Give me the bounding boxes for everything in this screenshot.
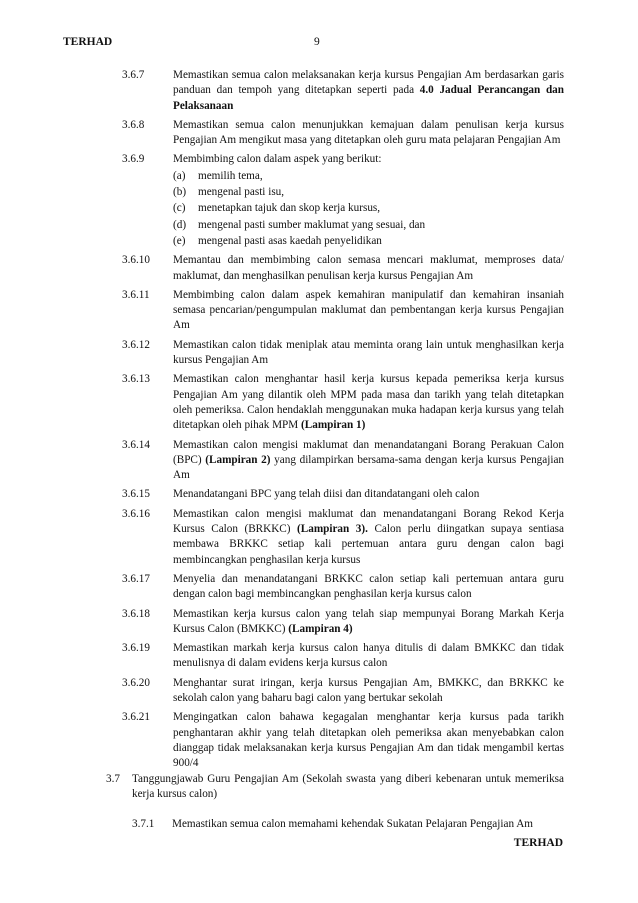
item-text-plain: Memantau dan membimbing calon semasa mencari maklumat, memproses data/ maklumat, dan menghasilkan penulisan kerja kursus Pengajian Am bbox=[173, 254, 564, 282]
item-text bbox=[173, 438, 564, 484]
item-text-plain: Menandatangani BPC yang telah diisi dan ditandatangani oleh calon bbox=[173, 488, 480, 501]
item-text-plain: Menghantar surat iringan, kerja kursus Pengajian Am, BMKKC, dan BRKKC ke sekolah calon yang baharu bagi calon yang bertukar sekolah bbox=[173, 676, 564, 704]
item-text bbox=[173, 338, 564, 369]
sub-item-letter: (a) bbox=[173, 169, 186, 182]
list-item bbox=[122, 710, 564, 771]
item-number: 3.7.1 bbox=[132, 818, 155, 830]
item-list bbox=[122, 68, 564, 775]
sub-list bbox=[173, 169, 564, 249]
sub-item-letter: (d) bbox=[173, 218, 187, 231]
item-number: 3.6.19 bbox=[122, 642, 150, 655]
item-text bbox=[173, 253, 564, 284]
sub-item-text: menetapkan tajuk dan skop kerja kursus, bbox=[198, 202, 381, 215]
section-heading bbox=[106, 772, 564, 803]
sub-item bbox=[173, 218, 564, 233]
item-text-plain: Memastikan calon menghantar hasil kerja kursus kepada pemeriksa kerja kursus Pengajian Am yang dilantik oleh MPM pada masa dan tarikh yang telah ditetapkan oleh pemeriksa. Calon hendaklah menggunakan muka hadapan kerja kursus yang telah ditetapkan oleh pihak MPM bbox=[173, 373, 564, 432]
list-item bbox=[122, 607, 564, 638]
list-item bbox=[122, 118, 564, 149]
list-item bbox=[122, 288, 564, 334]
sub-item-letter: (b) bbox=[173, 186, 187, 199]
list-item bbox=[122, 338, 564, 369]
section-title: Tanggungjawab Guru Pengajian Am (Sekolah swasta yang diberi kebenaran untuk memeriksa kerja kursus calon) bbox=[132, 773, 564, 801]
item-text bbox=[173, 607, 564, 638]
item-text: Memastikan semua calon memahami kehendak Sukatan Pelajaran Pengajian Am bbox=[172, 818, 533, 830]
item-text-bold: (Lampiran 1) bbox=[301, 419, 366, 432]
item-text bbox=[173, 487, 564, 502]
list-item bbox=[132, 817, 564, 832]
item-number: 3.6.9 bbox=[122, 153, 145, 166]
item-text bbox=[173, 710, 564, 771]
section-number: 3.7 bbox=[106, 773, 120, 785]
item-number: 3.6.7 bbox=[122, 69, 145, 81]
item-number: 3.6.12 bbox=[122, 338, 150, 351]
page-number: 9 bbox=[314, 36, 320, 48]
item-text-plain: Memastikan kerja kursus calon yang telah siap mempunyai Borang Markah Kerja Kursus Calon (BMKKC) bbox=[173, 607, 564, 635]
list-item bbox=[122, 253, 564, 284]
item-number: 3.6.8 bbox=[122, 118, 145, 131]
sub-item bbox=[173, 234, 564, 249]
item-number: 3.6.20 bbox=[122, 676, 150, 689]
item-text bbox=[173, 572, 564, 603]
item-text bbox=[173, 676, 564, 707]
list-item bbox=[122, 641, 564, 672]
list-item bbox=[122, 507, 564, 568]
item-number: 3.6.16 bbox=[122, 507, 150, 520]
list-item bbox=[122, 152, 564, 249]
list-item bbox=[122, 68, 564, 114]
item-text bbox=[173, 152, 564, 249]
item-text-plain: Memastikan semua calon menunjukkan kemajuan dalam penulisan kerja kursus Pengajian Am mengikut masa yang ditetapkan oleh guru mata pelajaran Pengajian Am bbox=[173, 118, 564, 147]
item-text-plain: Memastikan calon mengisi maklumat dan menandatangani Borang Rekod Kerja Kursus Calon (BRKKC) bbox=[173, 507, 564, 536]
item-text bbox=[173, 68, 564, 114]
list-item bbox=[122, 676, 564, 707]
item-text bbox=[173, 288, 564, 334]
list-item bbox=[122, 372, 564, 433]
item-text-plain: Memastikan markah kerja kursus calon hanya ditulis di dalam BMKKC dan tidak menulisnya di dalam evidens kerja kursus calon bbox=[173, 642, 564, 670]
sub-item-text: mengenal pasti isu, bbox=[198, 186, 285, 199]
item-text bbox=[173, 118, 564, 149]
sub-item bbox=[173, 201, 564, 216]
sub-item-text: mengenal pasti sumber maklumat yang sesuai, dan bbox=[198, 218, 426, 231]
header-classification: TERHAD bbox=[63, 36, 113, 48]
sub-item-text: memilih tema, bbox=[198, 169, 263, 182]
sub-item-text: mengenal pasti asas kaedah penyelidikan bbox=[198, 234, 382, 247]
item-text bbox=[173, 507, 564, 568]
item-text bbox=[173, 641, 564, 672]
item-number: 3.6.15 bbox=[122, 488, 150, 501]
sub-item bbox=[173, 169, 564, 184]
sub-item bbox=[173, 185, 564, 200]
item-text-bold: (Lampiran 2) bbox=[205, 453, 271, 466]
item-text-plain: Memastikan semua calon melaksanakan kerja kursus Pengajian Am berdasarkan garis panduan dan tempoh yang ditetapkan seperti pada bbox=[173, 69, 564, 97]
item-number: 3.6.18 bbox=[122, 607, 150, 620]
item-text-bold: 4.0 Jadual Perancangan dan Pelaksanaan bbox=[173, 84, 564, 112]
list-item bbox=[122, 438, 564, 484]
list-item bbox=[122, 572, 564, 603]
item-text-plain: Memastikan calon mengisi maklumat dan menandatangani Borang Perakuan Calon (BPC) bbox=[173, 438, 564, 466]
item-number: 3.6.17 bbox=[122, 572, 150, 585]
item-text-plain: Membimbing calon dalam aspek yang berikut: bbox=[173, 153, 382, 166]
item-text bbox=[173, 372, 564, 433]
item-number: 3.6.10 bbox=[122, 254, 150, 267]
item-text-bold: (Lampiran 3). bbox=[297, 523, 368, 536]
item-text-bold: (Lampiran 4) bbox=[288, 622, 353, 635]
item-number: 3.6.21 bbox=[122, 711, 150, 724]
list-item bbox=[122, 487, 564, 502]
sub-item-letter: (c) bbox=[173, 202, 186, 215]
footer-classification: TERHAD bbox=[513, 837, 563, 849]
item-text-plain: Memastikan calon tidak meniplak atau meminta orang lain untuk menghasilkan kerja kursus Pengajian Am bbox=[173, 338, 564, 367]
item-text-plain: yang dilampirkan bersama-sama dengan kerja kursus Pengajian Am bbox=[173, 453, 564, 482]
sub-item-letter: (e) bbox=[173, 234, 186, 247]
item-number: 3.6.13 bbox=[122, 373, 150, 386]
item-text-plain: Menyelia dan menandatangani BRKKC calon setiap kali pertemuan antara guru dengan calon bagi membincangkan penghasilan kerja kursus calon bbox=[173, 572, 564, 601]
item-text-plain: Mengingatkan calon bahawa kegagalan menghantar kerja kursus pada tarikh penghantaran akhir yang telah ditetapkan oleh pemeriksa akan menyebabkan calon dianggap tidak melaksanakan kerja kursus Pengajian Am dan tidak mengambil kertas 900/4 bbox=[173, 711, 564, 770]
item-text-plain: Calon perlu diingatkan supaya sentiasa membawa BRKKC setiap kali pertemuan antara guru dengan calon bagi membincangkan penghasilan kerja kursus bbox=[173, 523, 565, 566]
item-text-plain: Membimbing calon dalam aspek kemahiran manipulatif dan kemahiran insaniah semasa pencarian/pengumpulan maklumat dan pembentangan kerja kursus Pengajian Am bbox=[173, 288, 564, 332]
item-number: 3.6.11 bbox=[122, 288, 150, 301]
item-number: 3.6.14 bbox=[122, 438, 150, 451]
